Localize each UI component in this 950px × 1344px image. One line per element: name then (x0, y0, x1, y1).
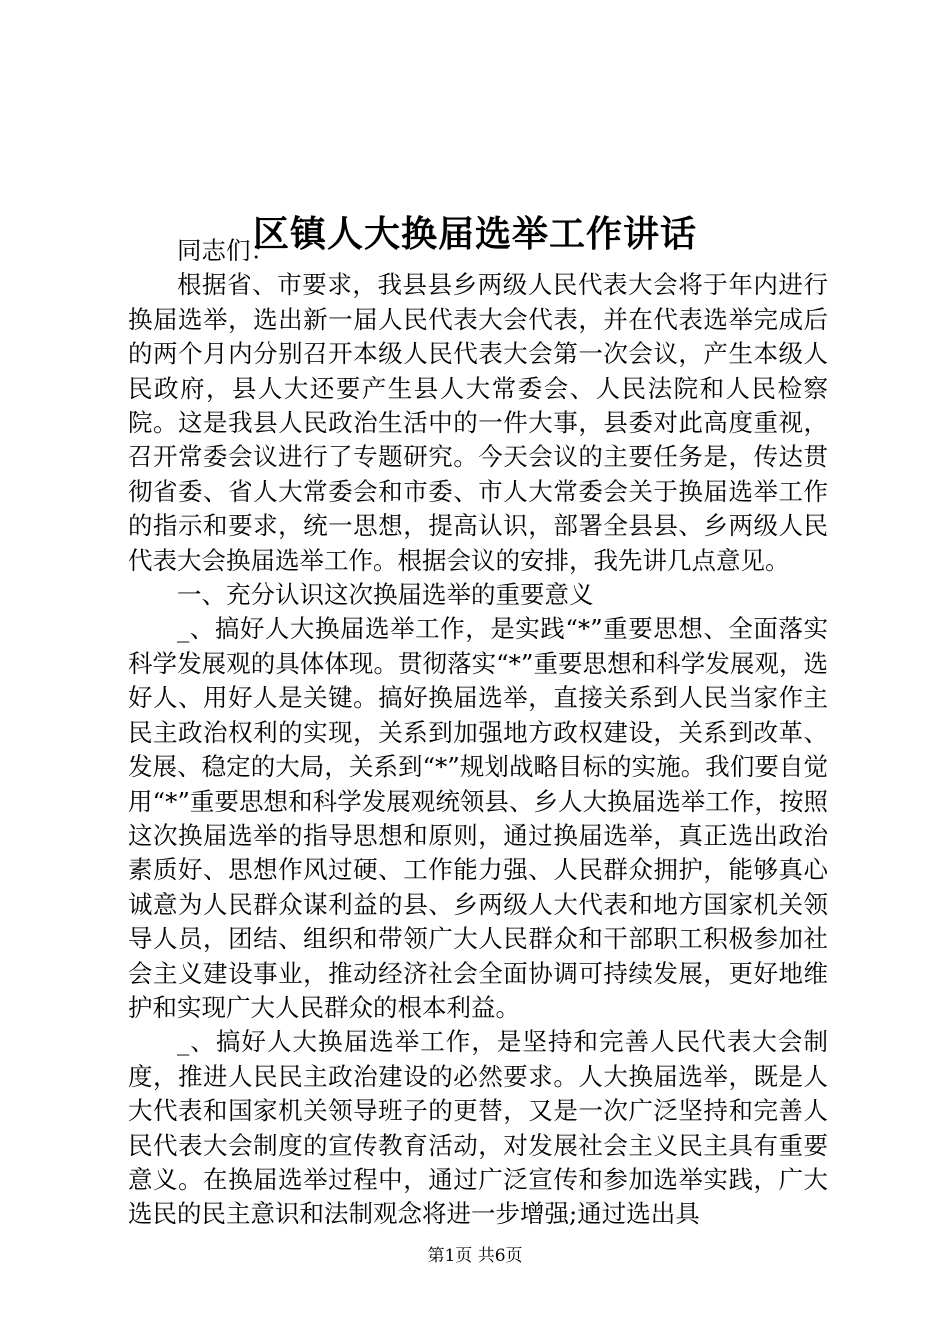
page-footer: 第1页 共6页 (427, 1246, 523, 1266)
section-heading: 一、充分认识这次换届选举的重要意义 (177, 580, 594, 610)
document-body (128, 234, 828, 1232)
paragraph: 根据省、市要求，我县县乡两级人民代表大会将于年内进行换届选举，选出新一届人民代表大会代表，并在代表选举完成后的两个月内分别召开本级人民代表大会第一次会议，产生本级人民政府，县人大还要产生县人大常委会、人民法院和人民检察院。这是我县人民政治生活中的一件大事，县委对此高度重视，召开常委会议进行了专题研究。今天会议的主要任务是，传达贯彻省委、省人大常委会和市委、市人大常委会关于换届选举工作的指示和要求，统一思想，提高认识，部署全县县、乡两级人民代表大会换届选举工作。根据会议的安排，我先讲几点意见。 (128, 270, 828, 575)
document-title: 区镇人大换届选举工作讲话 (252, 213, 697, 256)
paragraph: _、搞好人大换届选举工作，是坚持和完善人民代表大会制度，推进人民民主政治建设的必然要求。人大换届选举，既是人大代表和国家机关领导班子的更替，又是一次广泛坚持和完善人民代表大会制度的宣传教育活动，对发展社会主义民主具有重要意义。在换届选举过程中，通过广泛宣传和参加选举实践，广大选民的民主意识和法制观念将进一步增强;通过选出具 (128, 1027, 828, 1229)
salutation: 同志们： (177, 236, 275, 265)
paragraph: _、搞好人大换届选举工作，是实践“*”重要思想、全面落实科学发展观的具体体现。贯彻落实“*”重要思想和科学发展观，选好人、用好人是关键。搞好换届选举，直接关系到人民当家作主民主政治权利的实现，关系到加强地方政权建设，关系到改革、发展、稳定的大局，关系到“*”规划战略目标的实施。我们要自觉用“*”重要思想和科学发展观统领县、乡人大换届选举工作，按照这次换届选举的指导思想和原则，通过换届选举，真正选出政治素质好、思想作风过硬、工作能力强、人民群众拥护，能够真心诚意为人民群众谋利益的县、乡两级人大代表和地方国家机关领导人员，团结、组织和带领广大人民群众和干部职工积极参加社会主义建设事业，推动经济社会全面协调可持续发展，更好地维护和实现广大人民群众的根本利益。 (128, 614, 828, 1022)
